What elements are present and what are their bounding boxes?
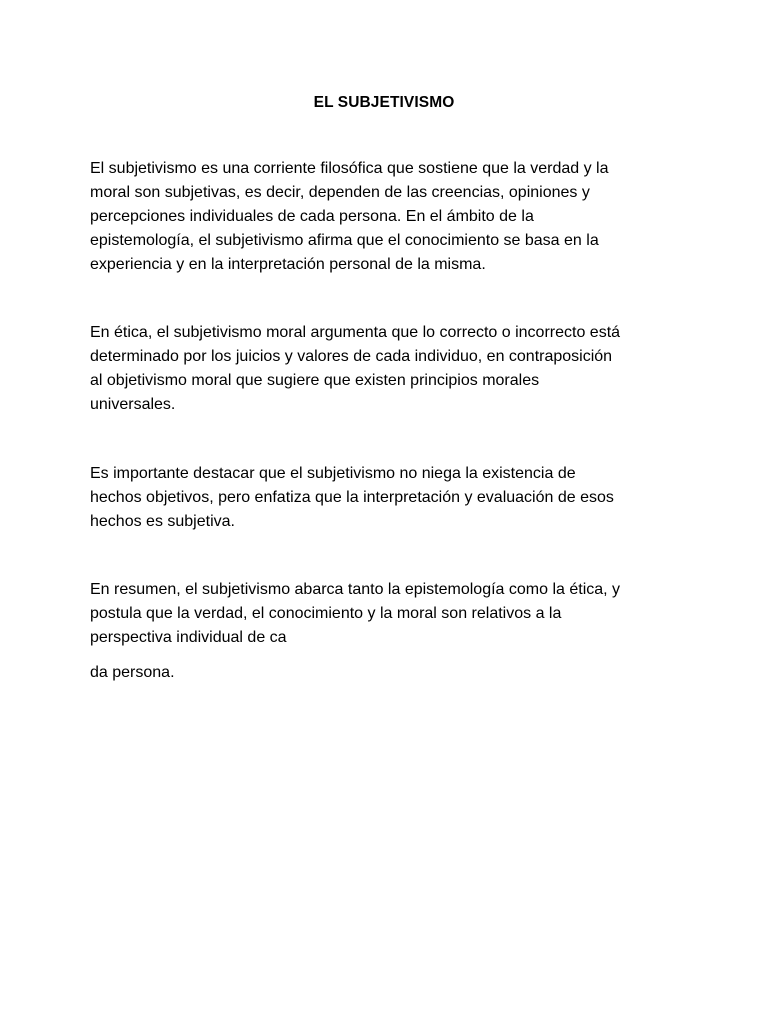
text-line: hechos objetivos, pero enfatiza que la interpretación y evaluación de esos bbox=[90, 489, 614, 506]
text-line: hechos es subjetiva. bbox=[90, 513, 235, 530]
text-line: moral son subjetivas, es decir, dependen de las creencias, opiniones y bbox=[90, 184, 590, 201]
text-line: da persona. bbox=[90, 664, 175, 681]
paragraph-objective-facts bbox=[90, 462, 690, 534]
text-line: experiencia y en la interpretación personal de la misma. bbox=[90, 256, 486, 273]
text-line: postula que la verdad, el conocimiento y la moral son relativos a la bbox=[90, 605, 562, 622]
text-line: perspectiva individual de ca bbox=[90, 629, 287, 646]
text-line: universales. bbox=[90, 396, 176, 413]
text-line: epistemología, el subjetivismo afirma que el conocimiento se basa en la bbox=[90, 232, 599, 249]
text-line: al objetivismo moral que sugiere que existen principios morales bbox=[90, 372, 540, 389]
text-line: percepciones individuales de cada persona. En el ámbito de la bbox=[90, 208, 534, 225]
document-title: EL SUBJETIVISMO bbox=[313, 94, 455, 111]
paragraph-summary-continuation bbox=[90, 661, 690, 685]
text-line: determinado por los juicios y valores de cada individuo, en contraposición bbox=[90, 348, 613, 365]
paragraph-ethics bbox=[90, 321, 690, 417]
paragraph-definition bbox=[90, 157, 690, 277]
text-line: Es importante destacar que el subjetivismo no niega la existencia de bbox=[90, 465, 576, 482]
text-line: En resumen, el subjetivismo abarca tanto la epistemología como la ética, y bbox=[90, 581, 621, 598]
text-line: El subjetivismo es una corriente filosófica que sostiene que la verdad y la bbox=[90, 160, 609, 177]
text-line: En ética, el subjetivismo moral argumenta que lo correcto o incorrecto está bbox=[90, 324, 621, 341]
paragraph-summary bbox=[90, 578, 690, 650]
